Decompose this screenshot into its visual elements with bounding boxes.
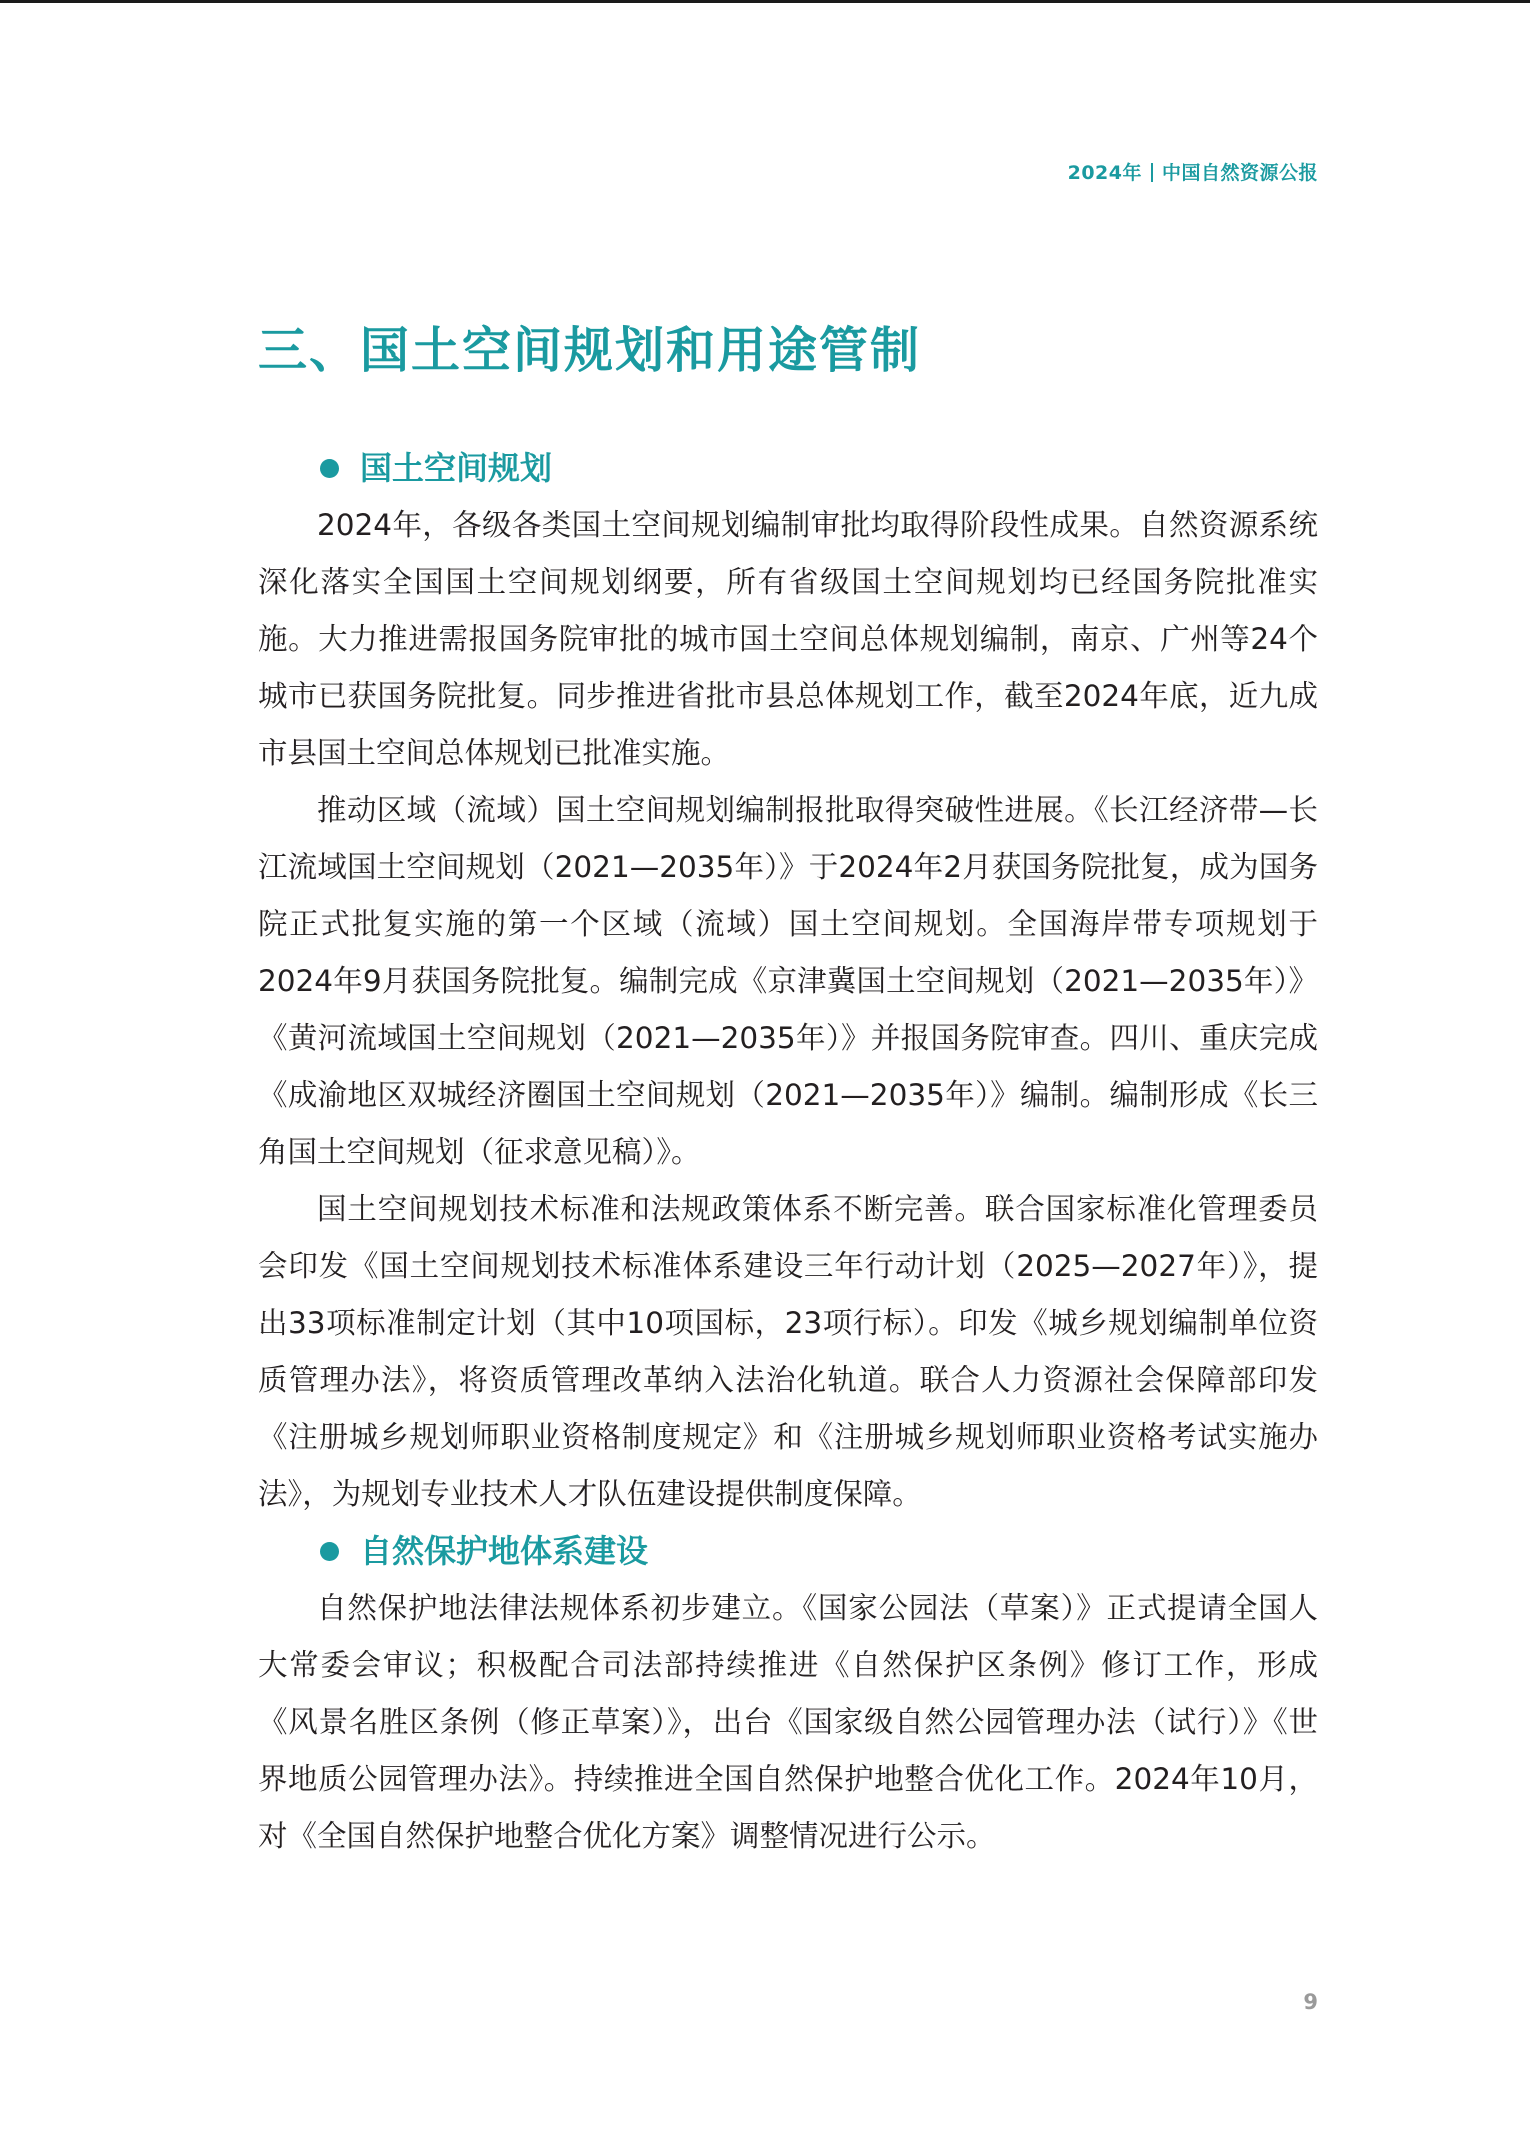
header-year: 2024年	[1067, 162, 1142, 184]
header-separator	[1151, 163, 1153, 182]
paragraph: 自然保护地法律法规体系初步建立。《国家公园法（草案）》正式提请全国人大常委会审议；积极配合司法部持续推进《自然保护区条例》修订工作，形成《风景名胜区条例（修正草案）》，出台《国家级自然公园管理办法（试行）》《世界地质公园管理办法》。持续推进全国自然保护地整合优化工作。2024年10月，对《全国自然保护地整合优化方案》调整情况进行公示。	[258, 1591, 1318, 1853]
paragraph: 2024年，各级各类国土空间规划编制审批均取得阶段性成果。自然资源系统深化落实全国国土空间规划纲要，所有省级国土空间规划均已经国务院批准实施。大力推进需报国务院审批的城市国土空间总体规划编制，南京、广州等24个城市已获国务院批复。同步推进省批市县总体规划工作，截至2024年底，近九成市县国土空间总体规划已批准实施。	[258, 508, 1318, 770]
section-nature-reserves	[258, 1523, 1318, 1865]
header-publication: 中国自然资源公报	[1161, 162, 1318, 184]
section-spatial-planning	[258, 440, 1318, 1523]
paragraph: 推动区域（流域）国土空间规划编制报批取得突破性进展。《长江经济带—长江流域国土空间规划（2021—2035年）》于2024年2月获国务院批复，成为国务院正式批复实施的第一个区域（流域）国土空间规划。全国海岸带专项规划于2024年9月获国务院批复。编制完成《京津冀国土空间规划（2021—2035年）》《黄河流域国土空间规划（2021—2035年）》并报国务院审查。四川、重庆完成《成渝地区双城经济圈国土空间规划（2021—2035年）》编制。编制形成《长三角国土空间规划（征求意见稿）》。	[258, 793, 1318, 1169]
running-header	[1068, 158, 1318, 185]
page-title: 三、国土空间规划和用途管制	[258, 322, 922, 379]
main-content	[258, 440, 1318, 1865]
bullet-icon	[320, 1542, 339, 1561]
section-heading-text: 自然保护地体系建设	[360, 1532, 649, 1570]
paragraph: 国土空间规划技术标准和法规政策体系不断完善。联合国家标准化管理委员会印发《国土空间规划技术标准体系建设三年行动计划（2025—2027年）》，提出33项标准制定计划（其中10项国标，23项行标）。印发《城乡规划编制单位资质管理办法》，将资质管理改革纳入法治化轨道。联合人力资源社会保障部印发《注册城乡规划师职业资格制度规定》和《注册城乡规划师职业资格考试实施办法》，为规划专业技术人才队伍建设提供制度保障。	[258, 1192, 1318, 1511]
page-number: 9	[1303, 1990, 1318, 2014]
bullet-icon	[320, 459, 339, 478]
section-heading-text: 国土空间规划	[360, 449, 553, 487]
section-heading	[258, 1523, 1318, 1580]
section-heading	[258, 440, 1318, 497]
top-rule	[0, 0, 1530, 3]
